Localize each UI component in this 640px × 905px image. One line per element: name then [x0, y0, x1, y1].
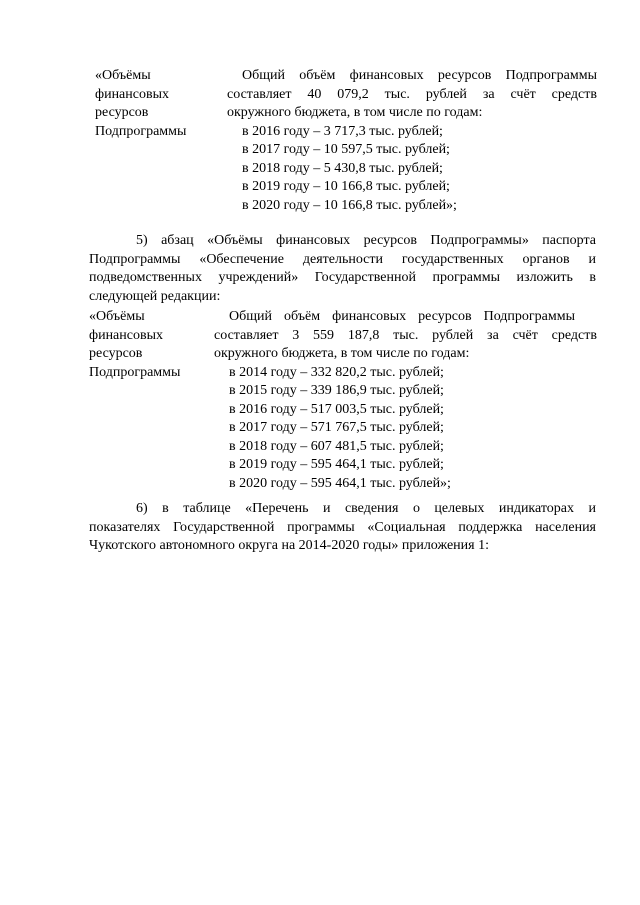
funding-block-2 [0, 308, 640, 498]
year-line: в 2016 году – 517 003,5 тыс. рублей; [229, 401, 444, 417]
year-line: в 2019 году – 595 464,1 тыс. рублей; [229, 457, 444, 472]
label-line: Подпрограммы [89, 364, 181, 380]
year-line: в 2018 году – 607 481,5 тыс. рублей; [229, 438, 444, 454]
label-line: Подпрограммы [95, 123, 187, 139]
value-line: Общий объём финансовых ресурсов Подпрограммы [229, 309, 575, 324]
value-line: окружного бюджета, в том числе по годам: [227, 105, 483, 120]
year-line: в 2015 году – 339 186,9 тыс. рублей; [229, 383, 444, 398]
funding-label-2 [89, 308, 180, 382]
year-line: в 2020 году – 595 464,1 тыс. рублей»; [229, 475, 451, 491]
paragraph-6 [89, 500, 596, 556]
label-line: «Объёмы [89, 309, 145, 324]
year-line: в 2017 году – 571 767,5 тыс. рублей; [229, 420, 444, 435]
paragraph-line: 6) в таблице «Перечень и сведения о целевых индикаторах и [136, 501, 596, 516]
value-line: составляет 40 079,2 тыс. рублей за счёт средств [227, 86, 597, 102]
funding-value-2 [214, 308, 597, 493]
year-line: в 2018 году – 5 430,8 тыс. рублей; [242, 160, 443, 176]
value-line: Общий объём финансовых ресурсов Подпрограммы [242, 68, 597, 83]
year-line: в 2020 году – 10 166,8 тыс. рублей»; [242, 197, 457, 213]
label-line: «Объёмы [95, 68, 151, 83]
funding-label-1 [95, 67, 186, 141]
paragraph-5 [89, 232, 596, 306]
year-line: в 2017 году – 10 597,5 тыс. рублей; [242, 142, 450, 157]
label-line: ресурсов [89, 346, 143, 361]
year-line: в 2016 году – 3 717,3 тыс. рублей; [242, 123, 443, 139]
label-line: ресурсов [95, 105, 149, 120]
label-line: финансовых [95, 86, 169, 102]
paragraph-line: Подпрограммы «Обеспечение деятельности государственных органов и [89, 251, 596, 267]
paragraph-line: подведомственных учреждений» Государственной программы изложить в [89, 270, 596, 285]
paragraph-line: 5) абзац «Объёмы финансовых ресурсов Подпрограммы» паспорта [136, 233, 596, 248]
paragraph-line: показателях Государственной программы «Социальная поддержка населения [89, 519, 596, 535]
paragraph-line: Чукотского автономного округа на 2014-2020 годы» приложения 1: [89, 538, 489, 553]
value-line: окружного бюджета, в том числе по годам: [214, 346, 470, 361]
paragraph-line: следующей редакции: [89, 288, 221, 304]
value-line: составляет 3 559 187,8 тыс. рублей за счёт средств [214, 327, 597, 343]
label-line: финансовых [89, 327, 163, 343]
year-line: в 2014 году – 332 820,2 тыс. рублей; [229, 364, 444, 380]
year-line: в 2019 году – 10 166,8 тыс. рублей; [242, 179, 450, 194]
funding-value-1 [227, 67, 597, 215]
funding-block-1 [0, 67, 640, 217]
